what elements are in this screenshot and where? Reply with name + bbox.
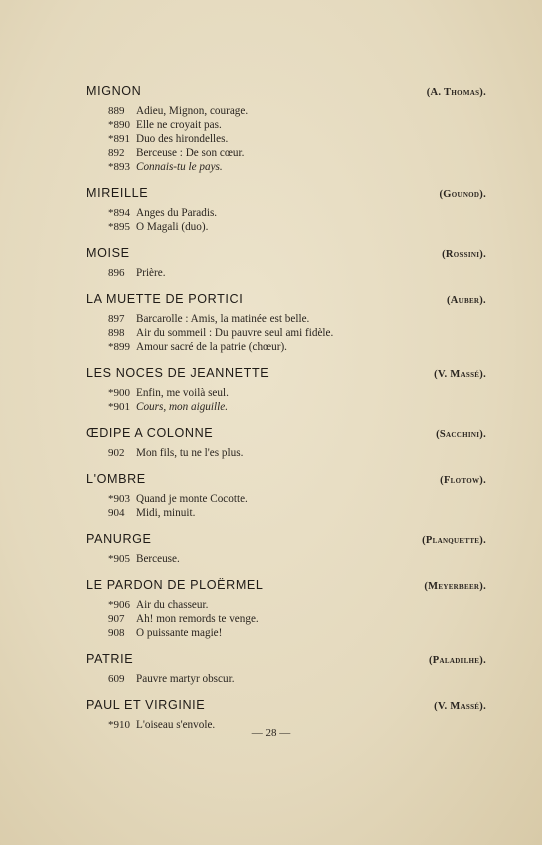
- opera-heading: [86, 366, 486, 380]
- piece-list: [108, 446, 486, 460]
- opera-heading: [86, 84, 486, 98]
- opera-title: ŒDIPE A COLONNE: [86, 426, 214, 440]
- opera-section: [86, 472, 486, 520]
- opera-title: PAUL ET VIRGINIE: [86, 698, 206, 712]
- piece-entry: [108, 340, 486, 354]
- piece-number: *894: [108, 207, 130, 219]
- piece-number: *895: [108, 221, 130, 233]
- piece-number: *903: [108, 493, 130, 505]
- opera-title: LE PARDON DE PLOËRMEL: [86, 578, 264, 592]
- piece-title: O Magali (duo).: [136, 221, 209, 233]
- piece-number: *899: [108, 341, 130, 353]
- piece-title: Quand je monte Cocotte.: [136, 493, 248, 505]
- piece-number: 609: [108, 673, 125, 685]
- piece-entry: [108, 160, 486, 174]
- opera-heading: [86, 472, 486, 486]
- piece-entry: [108, 598, 486, 612]
- opera-title: MIGNON: [86, 84, 142, 98]
- piece-number: *905: [108, 553, 130, 565]
- piece-entry: [108, 118, 486, 132]
- piece-title: Adieu, Mignon, courage.: [136, 105, 249, 117]
- composer-name: (A. Thomas).: [426, 87, 486, 98]
- piece-title: Mon fils, tu ne l'es plus.: [136, 447, 244, 459]
- piece-title: Pauvre martyr obscur.: [136, 673, 235, 685]
- opera-section: [86, 246, 486, 280]
- piece-title: Prière.: [136, 267, 166, 279]
- piece-entry: [108, 146, 486, 160]
- opera-heading: [86, 532, 486, 546]
- piece-title: Anges du Paradis.: [136, 207, 218, 219]
- opera-title: LA MUETTE DE PORTICI: [86, 292, 244, 306]
- opera-title: PATRIE: [86, 652, 134, 666]
- piece-list: [108, 312, 486, 354]
- opera-heading: [86, 652, 486, 666]
- piece-number: *906: [108, 599, 130, 611]
- piece-title: Air du sommeil : Du pauvre seul ami fidèle.: [136, 327, 334, 339]
- opera-section: [86, 652, 486, 686]
- piece-entry: [108, 326, 486, 340]
- composer-name: (Gounod).: [439, 189, 486, 200]
- composer-name: (Meyerbeer).: [424, 581, 486, 592]
- composer-name: (Rossini).: [442, 249, 486, 260]
- piece-number: 904: [108, 507, 125, 519]
- opera-section: [86, 186, 486, 234]
- piece-number: *910: [108, 719, 130, 731]
- piece-number: 892: [108, 147, 125, 159]
- piece-number: 898: [108, 327, 125, 339]
- piece-entry: [108, 104, 486, 118]
- piece-title: Midi, minuit.: [136, 507, 196, 519]
- piece-entry: [108, 386, 486, 400]
- piece-title: Ah! mon remords te venge.: [136, 613, 259, 625]
- composer-name: (Paladilhe).: [429, 655, 486, 666]
- piece-title: Amour sacré de la patrie (chœur).: [136, 341, 287, 353]
- piece-title: Berceuse.: [136, 553, 180, 565]
- piece-entry: [108, 552, 486, 566]
- piece-number: 902: [108, 447, 125, 459]
- opera-title: LES NOCES DE JEANNETTE: [86, 366, 270, 380]
- opera-heading: [86, 578, 486, 592]
- piece-entry: [108, 506, 486, 520]
- piece-entry: [108, 266, 486, 280]
- opera-section: [86, 292, 486, 354]
- piece-title: Enfin, me voilà seul.: [136, 387, 229, 399]
- opera-section: [86, 366, 486, 414]
- piece-entry: [108, 626, 486, 640]
- opera-heading: [86, 246, 486, 260]
- piece-number: *890: [108, 119, 130, 131]
- composer-name: (Planquette).: [422, 535, 486, 546]
- opera-heading: [86, 698, 486, 712]
- piece-number: *901: [108, 401, 130, 413]
- opera-section: [86, 578, 486, 640]
- piece-title: O puissante magie!: [136, 627, 223, 639]
- composer-name: (V. Massé).: [434, 701, 486, 712]
- piece-entry: [108, 612, 486, 626]
- opera-section: [86, 532, 486, 566]
- piece-number: 889: [108, 105, 125, 117]
- piece-title: Cours, mon aiguille.: [136, 401, 228, 413]
- piece-entry: [108, 492, 486, 506]
- piece-entry: [108, 672, 486, 686]
- piece-number: *900: [108, 387, 130, 399]
- opera-section: [86, 426, 486, 460]
- page-number: — 28 —: [251, 727, 291, 739]
- piece-list: [108, 598, 486, 640]
- piece-number: *891: [108, 133, 130, 145]
- piece-title: Berceuse : De son cœur.: [136, 147, 245, 159]
- piece-title: Connais-tu le pays.: [136, 161, 223, 173]
- piece-list: [108, 266, 486, 280]
- piece-title: Barcarolle : Amis, la matinée est belle.: [136, 313, 310, 325]
- piece-entry: [108, 312, 486, 326]
- piece-title: Elle ne croyait pas.: [136, 119, 222, 131]
- piece-entry: [108, 400, 486, 414]
- opera-list: [86, 84, 486, 744]
- composer-name: (Flotow).: [440, 475, 486, 486]
- piece-entry: [108, 446, 486, 460]
- piece-entry: [108, 220, 486, 234]
- piece-list: [108, 206, 486, 234]
- piece-number: *893: [108, 161, 130, 173]
- composer-name: (V. Massé).: [434, 369, 486, 380]
- piece-list: [108, 552, 486, 566]
- opera-heading: [86, 426, 486, 440]
- piece-number: 907: [108, 613, 125, 625]
- piece-entry: [108, 132, 486, 146]
- piece-number: 897: [108, 313, 125, 325]
- piece-list: [108, 672, 486, 686]
- opera-heading: [86, 186, 486, 200]
- opera-title: MOISE: [86, 246, 130, 260]
- composer-name: (Auber).: [446, 295, 486, 306]
- opera-title: L'OMBRE: [86, 472, 146, 486]
- piece-list: [108, 386, 486, 414]
- opera-section: [86, 84, 486, 174]
- piece-number: 908: [108, 627, 125, 639]
- piece-title: L'oiseau s'envole.: [136, 719, 216, 731]
- opera-heading: [86, 292, 486, 306]
- piece-list: [108, 492, 486, 520]
- composer-name: (Sacchini).: [436, 429, 486, 440]
- piece-list: [108, 104, 486, 174]
- piece-entry: [108, 206, 486, 220]
- opera-title: MIREILLE: [86, 186, 149, 200]
- piece-title: Air du chasseur.: [136, 599, 209, 611]
- piece-title: Duo des hirondelles.: [136, 133, 229, 145]
- piece-number: 896: [108, 267, 125, 279]
- opera-title: PANURGE: [86, 532, 152, 546]
